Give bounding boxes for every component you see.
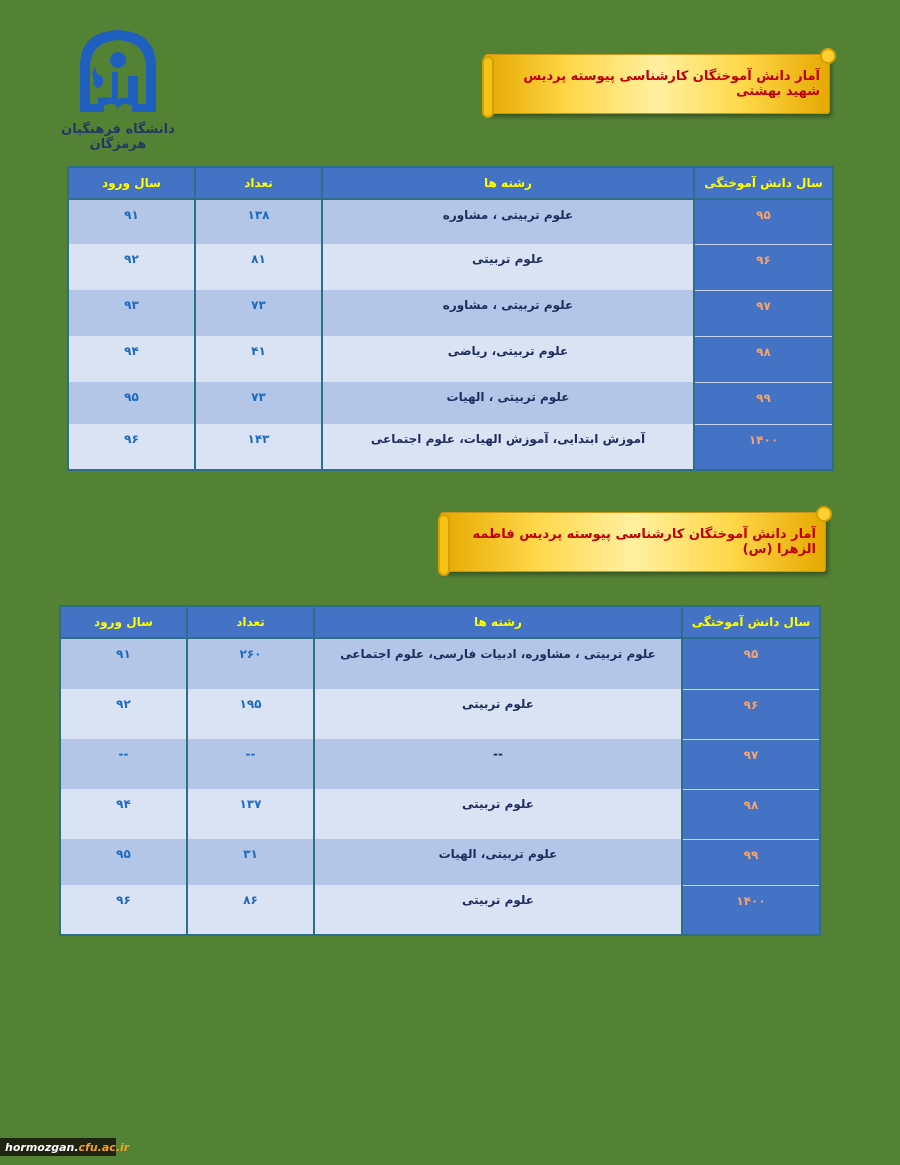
entry-year-cell: ۹۱ bbox=[68, 199, 195, 244]
col-header-entry-year: سال ورود bbox=[60, 606, 187, 638]
grad-year-cell: ۹۵ bbox=[682, 638, 820, 689]
table-row bbox=[60, 739, 820, 789]
table-row bbox=[60, 885, 820, 935]
entry-year-cell: ۹۳ bbox=[68, 290, 195, 336]
entry-year-cell: ۹۲ bbox=[68, 244, 195, 290]
fields-cell: علوم تربیتی bbox=[322, 244, 694, 290]
count-cell: -- bbox=[187, 739, 314, 789]
fields-cell: علوم تربیتی bbox=[314, 885, 682, 935]
col-header-grad-year: سال دانش آموختگی bbox=[694, 167, 833, 199]
grad-year-cell: ۱۴۰۰ bbox=[694, 424, 833, 470]
table-row bbox=[68, 336, 833, 382]
fields-cell: علوم تربیتی ، مشاوره bbox=[322, 290, 694, 336]
fields-cell: -- bbox=[314, 739, 682, 789]
grad-year-cell: ۹۸ bbox=[694, 336, 833, 382]
col-header-count: تعداد bbox=[187, 606, 314, 638]
section-1-table bbox=[67, 166, 834, 471]
fields-cell: علوم تربیتی، الهیات bbox=[314, 839, 682, 885]
grad-year-cell: ۹۹ bbox=[694, 382, 833, 424]
fields-cell: علوم تربیتی ، مشاوره، ادبیات فارسی، علوم اجتماعی bbox=[314, 638, 682, 689]
grad-year-cell: ۹۸ bbox=[682, 789, 820, 839]
count-cell: ۱۹۵ bbox=[187, 689, 314, 739]
grad-year-cell: ۹۶ bbox=[694, 244, 833, 290]
entry-year-cell: ۹۲ bbox=[60, 689, 187, 739]
table-row bbox=[68, 382, 833, 424]
section-2-title: آمار دانش آموختگان کارشناسی پیوسته پردیس فاطمه الزهرا (س) bbox=[472, 527, 816, 557]
fields-cell: علوم تربیتی bbox=[314, 789, 682, 839]
count-cell: ۲۶۰ bbox=[187, 638, 314, 689]
count-cell: ۷۳ bbox=[195, 382, 322, 424]
grad-year-cell: ۹۶ bbox=[682, 689, 820, 739]
section-1-title-banner bbox=[484, 48, 836, 114]
table-row bbox=[68, 290, 833, 336]
entry-year-cell: ۹۶ bbox=[68, 424, 195, 470]
entry-year-cell: ۹۵ bbox=[68, 382, 195, 424]
scroll-curl-icon bbox=[816, 506, 832, 522]
scroll-curl-icon bbox=[820, 48, 836, 64]
grad-year-cell: ۹۵ bbox=[694, 199, 833, 244]
table-row bbox=[60, 839, 820, 885]
entry-year-cell: ۹۱ bbox=[60, 638, 187, 689]
grad-year-cell: ۹۷ bbox=[694, 290, 833, 336]
scroll-curl-icon bbox=[482, 56, 494, 118]
table-row bbox=[60, 689, 820, 739]
count-cell: ۸۱ bbox=[195, 244, 322, 290]
entry-year-cell: ۹۴ bbox=[60, 789, 187, 839]
col-header-count: تعداد bbox=[195, 167, 322, 199]
col-header-fields: رشته ها bbox=[322, 167, 694, 199]
table-header-row bbox=[60, 606, 820, 638]
section-2-table bbox=[59, 605, 821, 936]
col-header-grad-year: سال دانش آموختگی bbox=[682, 606, 820, 638]
col-header-entry-year: سال ورود bbox=[68, 167, 195, 199]
entry-year-cell: ۹۶ bbox=[60, 885, 187, 935]
grad-year-cell: ۹۹ bbox=[682, 839, 820, 885]
university-name: دانشگاه فرهنگیان هرمزگان bbox=[61, 122, 175, 152]
table-row bbox=[60, 638, 820, 689]
fields-cell: علوم تربیتی، ریاضی bbox=[322, 336, 694, 382]
count-cell: ۱۴۳ bbox=[195, 424, 322, 470]
scroll-curl-icon bbox=[438, 514, 450, 576]
fields-cell: آموزش ابتدایی، آموزش الهیات، علوم اجتماعی bbox=[322, 424, 694, 470]
entry-year-cell: ۹۵ bbox=[60, 839, 187, 885]
count-cell: ۴۱ bbox=[195, 336, 322, 382]
table-row bbox=[68, 424, 833, 470]
table-header-row bbox=[68, 167, 833, 199]
section-2-title-banner bbox=[440, 506, 832, 572]
entry-year-cell: -- bbox=[60, 739, 187, 789]
url-suffix-part: cfu.ac.ir bbox=[78, 1140, 130, 1154]
count-cell: ۱۳۷ bbox=[187, 789, 314, 839]
university-logo bbox=[38, 24, 198, 152]
table-row bbox=[68, 199, 833, 244]
count-cell: ۷۳ bbox=[195, 290, 322, 336]
table-row bbox=[60, 789, 820, 839]
fields-cell: علوم تربیتی ، مشاوره bbox=[322, 199, 694, 244]
entry-year-cell: ۹۴ bbox=[68, 336, 195, 382]
fields-cell: علوم تربیتی bbox=[314, 689, 682, 739]
grad-year-cell: ۱۴۰۰ bbox=[682, 885, 820, 935]
university-logo-icon bbox=[72, 26, 164, 118]
section-1-title: آمار دانش آموختگان کارشناسی پیوسته پردیس شهید بهشتی bbox=[523, 69, 820, 99]
fields-cell: علوم تربیتی ، الهیات bbox=[322, 382, 694, 424]
website-url-badge bbox=[0, 1138, 130, 1156]
count-cell: ۳۱ bbox=[187, 839, 314, 885]
count-cell: ۱۳۸ bbox=[195, 199, 322, 244]
table-row bbox=[68, 244, 833, 290]
col-header-fields: رشته ها bbox=[314, 606, 682, 638]
grad-year-cell: ۹۷ bbox=[682, 739, 820, 789]
url-domain-part: hormozgan. bbox=[5, 1140, 79, 1154]
count-cell: ۸۶ bbox=[187, 885, 314, 935]
